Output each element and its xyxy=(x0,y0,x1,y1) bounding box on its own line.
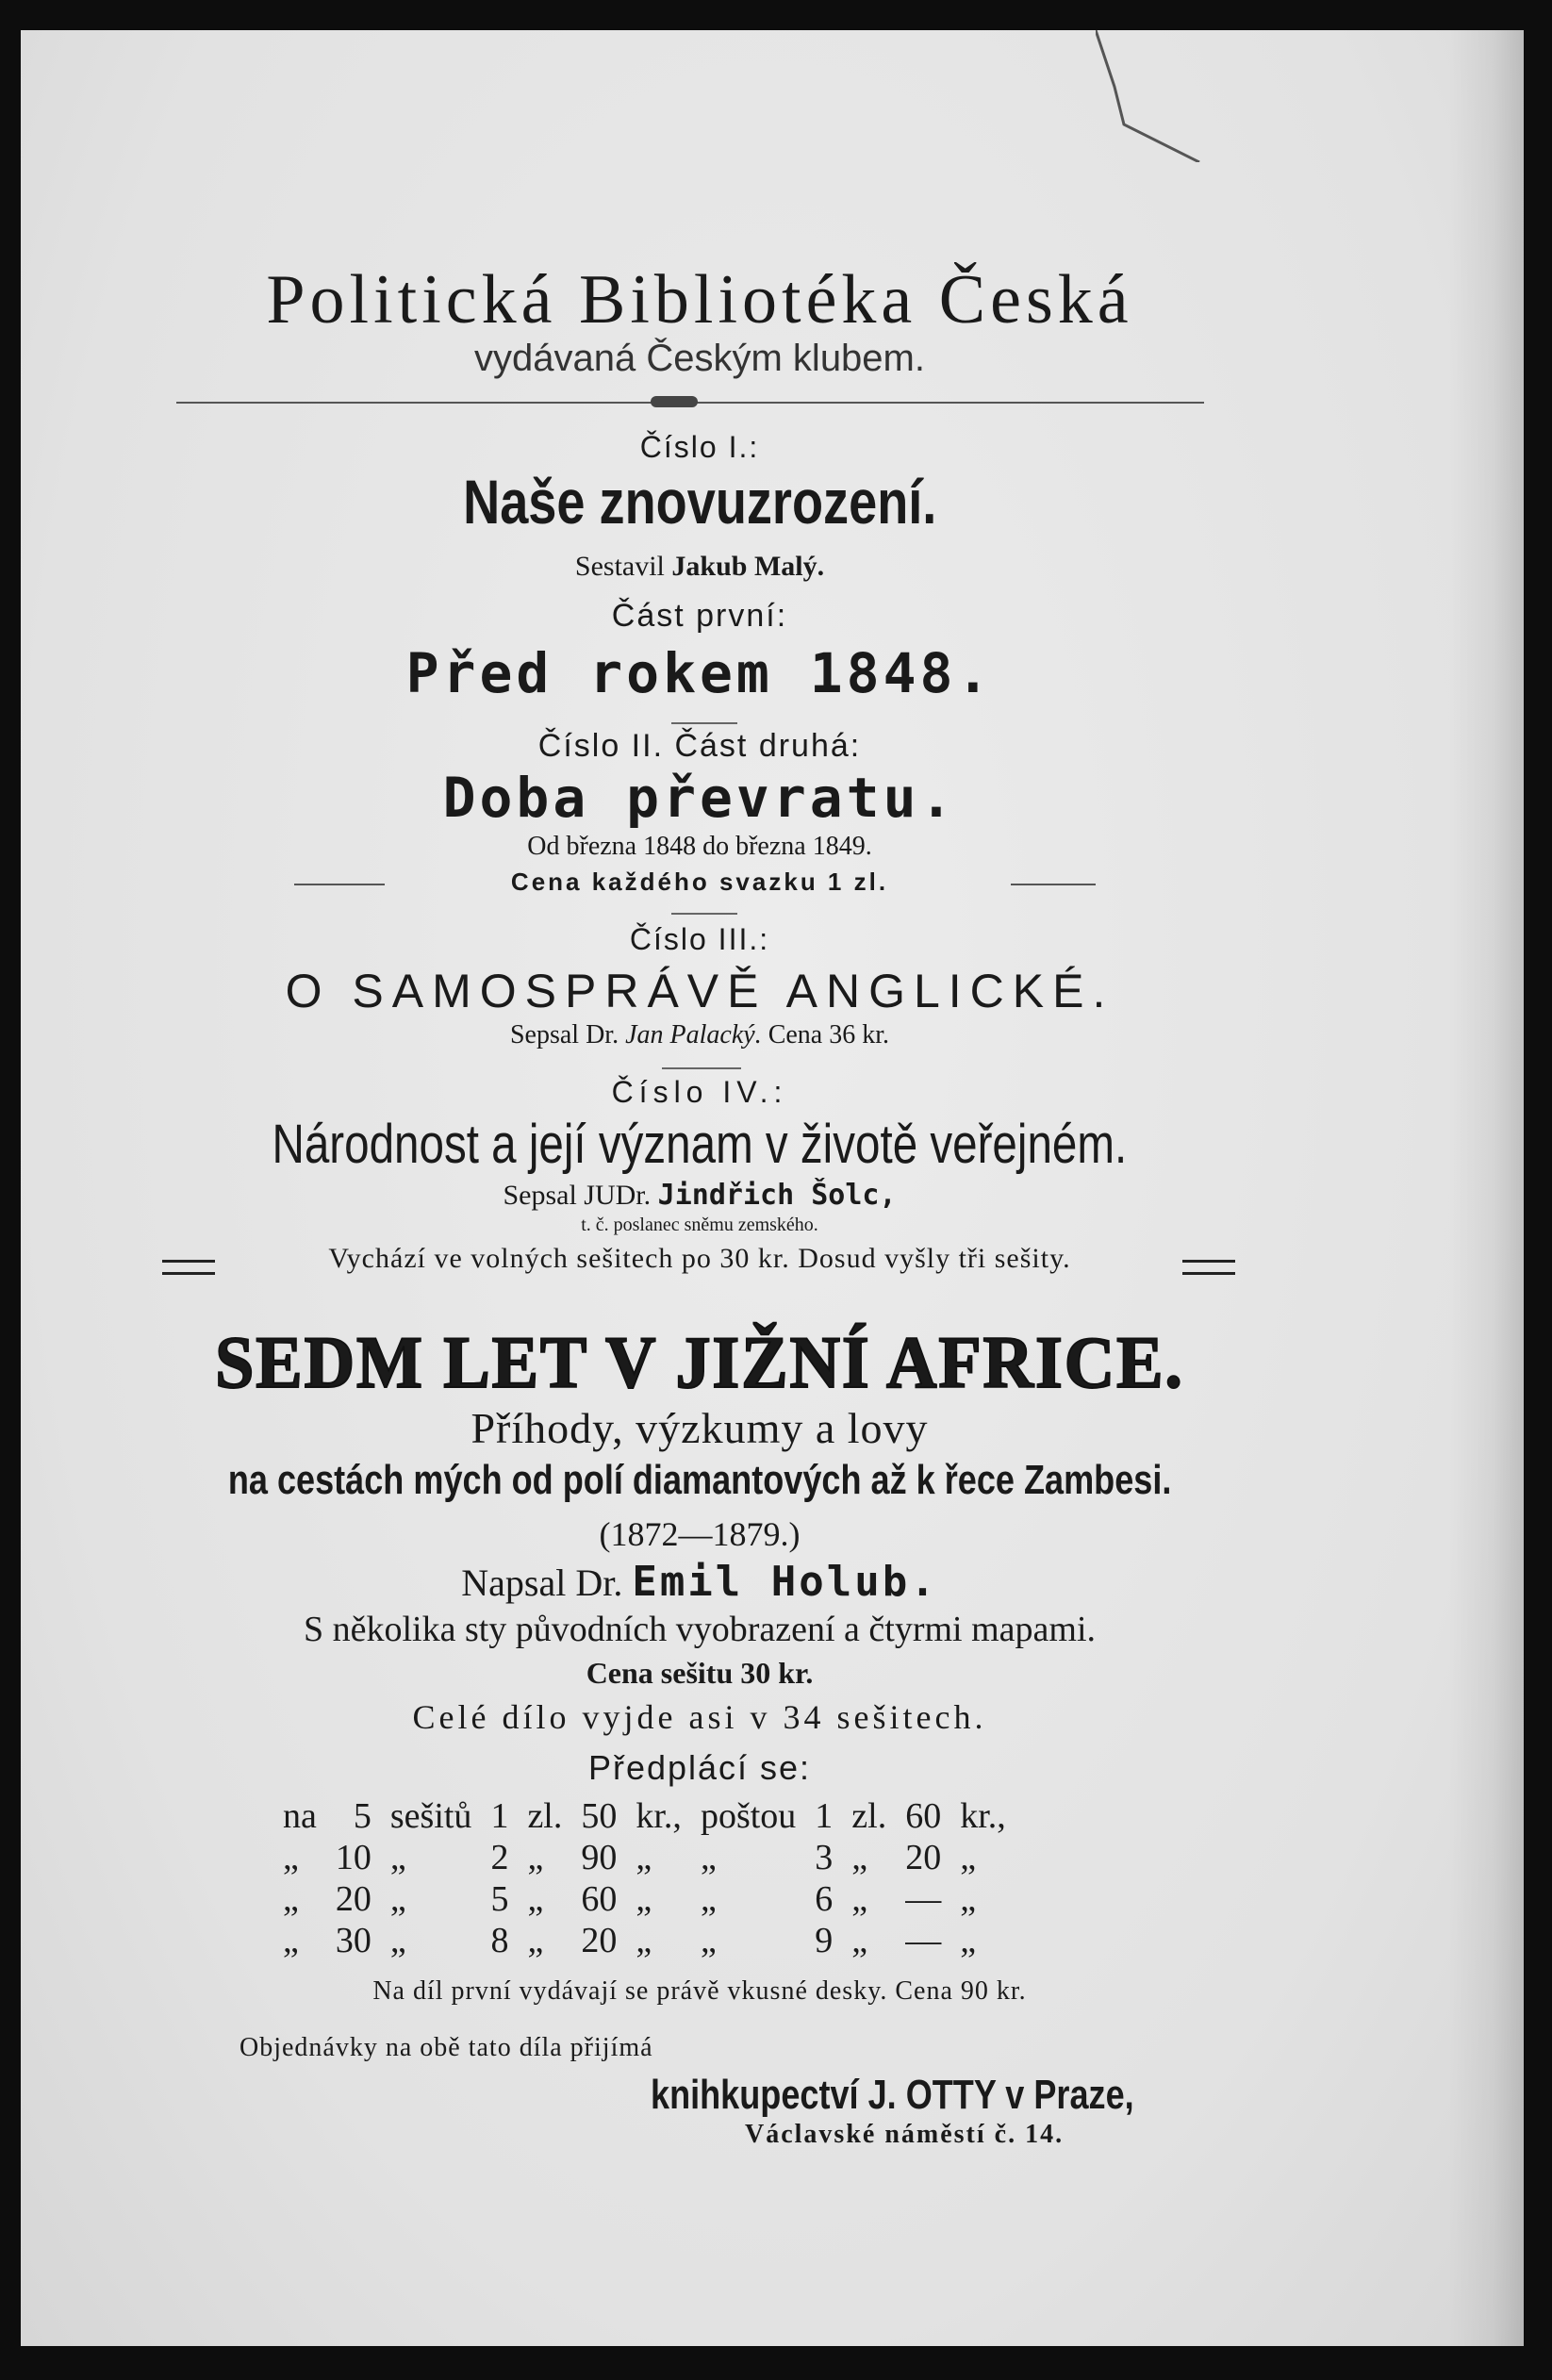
africa-subtitle: Příhody, výzkumy a lovy xyxy=(471,1404,929,1452)
table-cell: „ xyxy=(527,1838,544,1877)
table-cell: „ xyxy=(700,1838,717,1877)
orders-intro: Objednávky na obě tato díla přijímá xyxy=(239,2033,653,2062)
africa-years: (1872—1879.) xyxy=(599,1515,801,1553)
africa-title: SEDM LET V JIŽNÍ AFRICE. xyxy=(215,1321,1184,1403)
paper-crease xyxy=(1096,30,1209,162)
vol4-title-row xyxy=(21,1113,1379,1176)
vol2-dates: Od března 1848 do března 1849. xyxy=(527,832,872,861)
table-row xyxy=(273,1795,1015,1837)
vol3-author xyxy=(21,1020,1379,1050)
table-cell: „ xyxy=(527,1921,544,1960)
table-cell: „ xyxy=(389,1838,406,1877)
table-cell: „ xyxy=(700,1879,717,1919)
table-cell: 1 xyxy=(815,1796,834,1836)
table-cell: „ xyxy=(389,1879,406,1919)
table-cell: „ xyxy=(851,1838,868,1877)
africa-illustrations: S několika sty původních vyobrazení a čtyrmi mapami. xyxy=(303,1610,1097,1649)
orders-address: Václavské náměstí č. 14. xyxy=(745,2120,1065,2149)
vol4-author-prefix: Sepsal JUDr. xyxy=(503,1180,652,1211)
table-cell: „ xyxy=(389,1921,406,1960)
table-cell: 50 xyxy=(581,1796,618,1836)
table-cell: zl. xyxy=(851,1796,887,1836)
vol4-label: Číslo IV.: xyxy=(611,1075,788,1109)
table-cell: 20 xyxy=(581,1921,618,1960)
vol3-rule xyxy=(662,1067,741,1069)
table-cell: na xyxy=(283,1796,317,1836)
table-cell: „ xyxy=(636,1879,652,1919)
table-cell: „ xyxy=(636,1921,652,1960)
table-row xyxy=(273,1920,1015,1961)
table-row xyxy=(273,1878,1015,1920)
table-cell: — xyxy=(905,1879,942,1919)
vol4-title: Národnost a její význam v životě veřejném. xyxy=(272,1114,1128,1175)
vol1-compiler-prefix: Sestavil xyxy=(574,551,665,582)
table-cell: kr., xyxy=(636,1796,682,1836)
table-cell: „ xyxy=(283,1879,299,1919)
table-cell: „ xyxy=(960,1921,977,1960)
vol1-part-label: Část první: xyxy=(611,598,788,634)
vol1-title: Naše znovuzrození. xyxy=(462,467,937,537)
note-mark-right xyxy=(1182,1260,1235,1275)
table-cell: 2 xyxy=(490,1838,509,1877)
vol3-label: Číslo III.: xyxy=(629,922,770,956)
table-row xyxy=(273,1837,1015,1878)
vol4-author-title: t. č. poslanec sněmu zemského. xyxy=(581,1215,818,1235)
vol1-compiler-name: Jakub Malý. xyxy=(671,551,825,582)
table-cell: kr., xyxy=(960,1796,1006,1836)
table-cell: poštou xyxy=(700,1796,797,1836)
vol4-author xyxy=(21,1179,1379,1212)
price-rule-right xyxy=(1011,884,1096,885)
vol3-author-name: Jan Palacký. xyxy=(625,1020,762,1050)
table-cell: „ xyxy=(851,1879,868,1919)
page-shadow xyxy=(1448,30,1524,2346)
table-cell: 5 xyxy=(490,1879,509,1919)
price-table xyxy=(273,1795,1015,1961)
table-cell: 90 xyxy=(581,1838,618,1877)
africa-author xyxy=(21,1558,1379,1606)
vol4-author-name: Jindřich Šolc, xyxy=(657,1179,897,1212)
table-cell: „ xyxy=(283,1921,299,1960)
vol1-rule xyxy=(671,722,737,724)
covers-note: Na díl první vydávají se právě vkusné desky. Cena 90 kr. xyxy=(372,1976,1027,2006)
vol1-compiler xyxy=(21,551,1379,583)
africa-price: Cena sešitu 30 kr. xyxy=(586,1656,814,1690)
table-cell: zl. xyxy=(527,1796,563,1836)
africa-author-prefix: Napsal Dr. xyxy=(461,1562,623,1604)
vol1-title-row xyxy=(21,466,1379,539)
table-cell: „ xyxy=(960,1838,977,1877)
table-cell: sešitů xyxy=(389,1796,472,1836)
table-cell: 3 xyxy=(815,1838,834,1877)
vol3-title: O SAMOSPRÁVĚ ANGLICKÉ. xyxy=(285,965,1114,1017)
table-cell: 5 xyxy=(353,1796,371,1836)
africa-extent: Celé dílo vyjde asi v 34 sešitech. xyxy=(412,1698,987,1736)
vol4-note: Vychází ve volných sešitech po 30 kr. Dosud vyšly tři sešity. xyxy=(328,1243,1071,1274)
table-cell: 20 xyxy=(905,1838,942,1877)
table-cell: 60 xyxy=(905,1796,942,1836)
table-cell: „ xyxy=(636,1838,652,1877)
table-cell: 6 xyxy=(815,1879,834,1919)
series-subtitle: vydávaná Českým klubem. xyxy=(474,338,925,379)
advertisement-page xyxy=(21,30,1524,2346)
africa-author-name: Emil Holub. xyxy=(632,1558,938,1606)
table-cell: 1 xyxy=(490,1796,509,1836)
table-cell: „ xyxy=(700,1921,717,1960)
africa-tagline-row xyxy=(21,1456,1379,1504)
series-title: Politická Bibliotéka Česká xyxy=(266,261,1133,339)
vol2-price: Cena každého svazku 1 zl. xyxy=(510,868,889,896)
africa-tagline: na cestách mých od polí diamantových až k řece Zambesi. xyxy=(227,1457,1172,1503)
table-cell: „ xyxy=(960,1879,977,1919)
table-cell: 8 xyxy=(490,1921,509,1960)
table-cell: 30 xyxy=(335,1921,371,1960)
orders-shop xyxy=(651,2071,1240,2119)
table-cell: 20 xyxy=(335,1879,371,1919)
vol1-part-title: Před rokem 1848. xyxy=(405,641,994,705)
table-cell: 9 xyxy=(815,1921,834,1960)
vol3-price: Cena 36 kr. xyxy=(768,1020,889,1050)
table-cell: „ xyxy=(851,1921,868,1960)
subscription-label: Předplácí se: xyxy=(587,1748,812,1787)
table-cell: 60 xyxy=(581,1879,618,1919)
table-cell: „ xyxy=(283,1838,299,1877)
orders-shop-text: knihkupectví J. OTTY v Praze, xyxy=(651,2072,1134,2118)
vol1-label: Číslo I.: xyxy=(639,430,760,464)
table-cell: „ xyxy=(527,1879,544,1919)
vol2-label: Číslo II. Část druhá: xyxy=(537,728,862,764)
vol2-title: Doba převratu. xyxy=(442,766,957,830)
vol2-rule xyxy=(671,913,737,915)
table-cell: 10 xyxy=(335,1838,371,1877)
divider-ornament xyxy=(651,396,698,407)
table-cell: — xyxy=(905,1921,942,1960)
vol3-author-prefix: Sepsal Dr. xyxy=(509,1020,619,1050)
